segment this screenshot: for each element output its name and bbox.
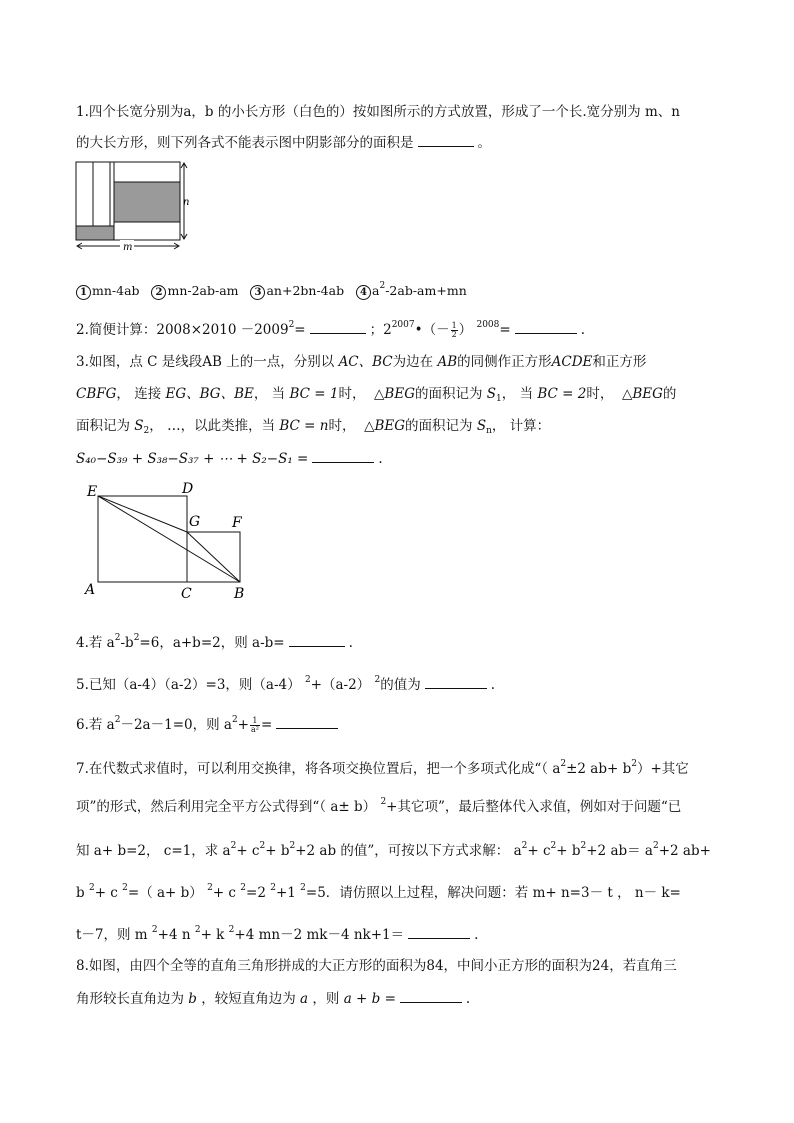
q3-label-c: C xyxy=(181,586,192,602)
q1-shaded-center xyxy=(114,182,180,222)
q1-answer-blank[interactable] xyxy=(418,132,474,147)
circle-4-icon: 4 xyxy=(356,285,371,300)
q1-option-2[interactable]: 2 mn-2ab-am xyxy=(151,283,238,298)
q1-shaded-left-bottom xyxy=(76,226,114,240)
q1-line2-end: 。 xyxy=(477,135,491,151)
q7-line5: t－7，则 m $^2$+4 n $^2$+ k $^2$+4 mn－2 mk－4 nk+1＝ . xyxy=(76,925,479,943)
q3-label-f: F xyxy=(232,515,242,531)
q1-figure xyxy=(74,160,194,256)
circle-1-icon: 1 xyxy=(76,285,91,300)
q7-answer-blank[interactable] xyxy=(408,924,470,939)
q8-answer-blank[interactable] xyxy=(400,988,462,1003)
q1-option-4[interactable]: 4 $a^2-2ab-am+mn$ xyxy=(356,283,467,298)
q2-blank-1[interactable] xyxy=(310,319,366,334)
q1-line1: 1.四个长宽分别为a，b 的小长方形（白色的）按如图所示的方式放置，形成了一个长.宽分别为 m、n xyxy=(76,104,680,120)
q1-label-m: m xyxy=(123,242,133,253)
q3-segment-eb xyxy=(98,496,240,582)
q3-label-e: E xyxy=(87,484,98,500)
q6-answer-blank[interactable] xyxy=(276,714,338,729)
q3-square-acde xyxy=(98,496,187,582)
q1-line2 xyxy=(76,132,491,153)
circle-3-icon: 3 xyxy=(250,285,265,300)
q3-line4: S₄₀−S₃₉ + S₃₈−S₃₇ + ⋯ + S₂−S₁ = . xyxy=(76,448,383,469)
q4-line: 4.若 $a^2-b^2=6$，a+b=2，则 a-b= . xyxy=(76,633,353,651)
q3-label-a: A xyxy=(85,582,96,598)
q2-line: 2.简便计算：$2008\times 2010 -2009^2=$ ；$2^{2007}•(-$ $\frac{1}{2}$ ） $^{2008}$= . xyxy=(76,320,585,339)
q3-line2: CBFG， 连接 EG、BG、BE， 当 BC = 1时， △BEG的面积记为 $S_1$， 当 BC = 2时， △BEG的 xyxy=(76,386,677,404)
q2-blank-2[interactable] xyxy=(515,319,577,334)
q5-answer-blank[interactable] xyxy=(425,674,487,689)
q4-answer-blank[interactable] xyxy=(289,632,345,647)
q1-option-1[interactable]: 1 mn-4ab xyxy=(76,283,140,298)
q3-segment-eg xyxy=(98,496,187,532)
circle-2-icon: 2 xyxy=(151,285,166,300)
q1-options xyxy=(76,276,467,301)
q1-label-n: n xyxy=(183,197,190,208)
q3-line3: 面积记为 $S_2$， …，以此类推，当 BC = n时， △BEG的面积记为 $S_n$， 计算： xyxy=(76,418,551,436)
q3-figure xyxy=(84,480,264,604)
q7-line1: 7.在代数式求值时，可以利用交换律，将各项交换位置后，把一个多项式化成“（ $a^2\pm 2$ $ab+ b^2)+$其它 xyxy=(76,759,689,777)
q3-line1: 3.如图，点 C 是线段AB 上的一点，分别以 AC、BC为边在 AB的同侧作正方形ACDE和正方形 xyxy=(76,354,647,370)
q8-line2: 角形较长直角边为 b ，较短直角边为 a ，则 a + b = . xyxy=(76,988,470,1009)
q3-label-d: D xyxy=(182,481,194,497)
q3-segment-bg xyxy=(187,532,240,582)
q5-line: 5.已知（a-4）（a-2）=3，则（a-4） $^2$+（a-2） $^2$的值为 . xyxy=(76,675,496,693)
q1-option-3[interactable]: 3 an+2bn-4ab xyxy=(250,283,344,298)
q2-fraction: $\frac{1}{2}$ xyxy=(451,321,457,339)
q7-line3: 知 a+ b=2， c=1，求 $a^2+ c^2+ b^2+2$ ab 的值”，可按以下方式求解： $a^2+ c^2+ b^2+2$ $ab= a^2+2$ ab+ xyxy=(76,841,711,859)
q6-fraction: $\frac{1}{\text{a²}}$ xyxy=(250,716,259,734)
q3-answer-blank[interactable] xyxy=(312,448,374,463)
q1-line2-text: 的大长方形，则下列各式不能表示图中阴影部分的面积是 xyxy=(76,135,414,151)
q7-line2: 项”的形式，然后利用完全平方公式得到“（ a± b） $^2$+其它项”，最后整体代入求值，例如对于问题“已 xyxy=(76,797,682,815)
q3-label-b: B xyxy=(234,586,245,602)
q8-line1: 8.如图，由四个全等的直角三角形拼成的大正方形的面积为84，中间小正方形的面积为24，若直角三 xyxy=(76,958,677,974)
q6-line: 6.若 $a^2-2a-1=0$，则 $a^2+$ $\frac{1}{\text{a²}}$ = xyxy=(76,710,342,735)
q7-line4: b $^2$+ c $^2$=（ a+ b） $^2$+ c $^2$=2 $^2$+1 $^2$=5．请仿照以上过程，解决问题：若 m+ n=3－ t ， n－ k= xyxy=(76,883,681,901)
q3-label-g: G xyxy=(189,514,201,530)
